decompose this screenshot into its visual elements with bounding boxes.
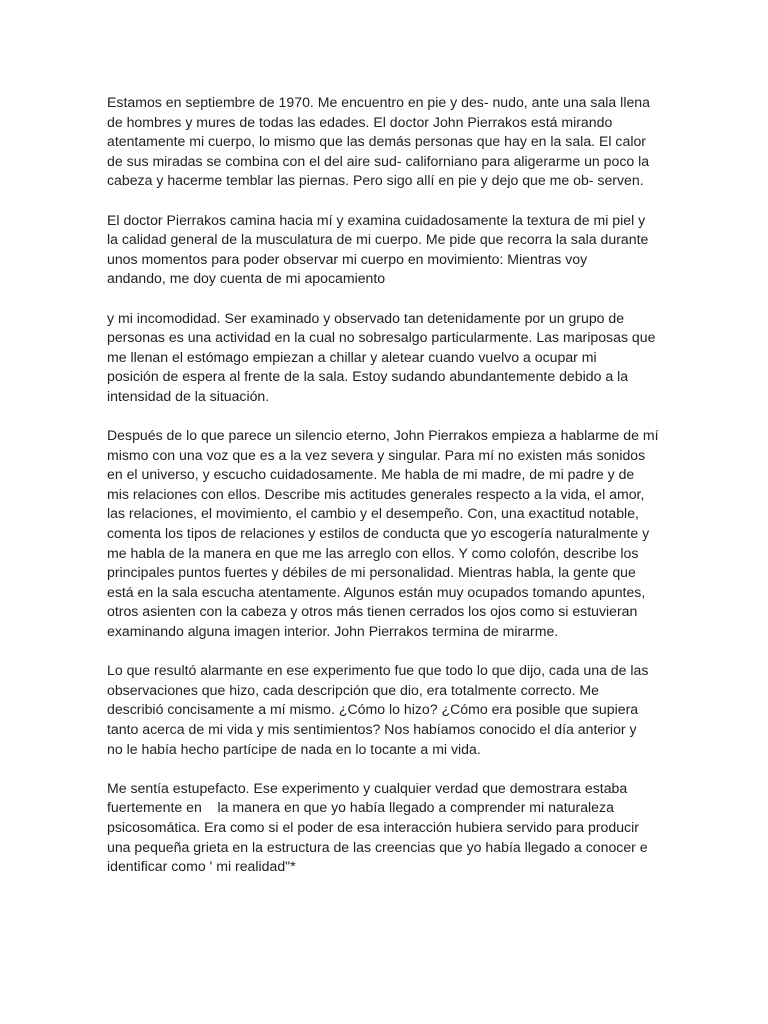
paragraph-6 [107, 779, 663, 877]
text-line: las relaciones, el movimiento, el cambio y el desempeño. Con, una exactitud notable, [107, 505, 639, 522]
document-body [107, 93, 663, 896]
text-line: Después de lo que parece un silencio eterno, John Pierrakos empieza a hablarme de mí [107, 427, 659, 444]
text-line: El doctor Pierrakos camina hacia mí y examina cuidadosamente la textura de mi piel y [107, 211, 646, 228]
paragraph-2 [107, 211, 663, 289]
text-line: principales puntos fuertes y débiles de mi personalidad. Mientras habla, la gente que [107, 564, 636, 581]
text-line: mis relaciones con ellos. Describe mis actitudes generales respecto a la vida, el amor, [107, 485, 645, 502]
text-line: la calidad general de la musculatura de mi cuerpo. Me pide que recorra la sala durante [107, 231, 649, 248]
text-line: posición de espera al frente de la sala. Estoy sudando abundantemente debido a la [107, 368, 629, 385]
text-line: otros asienten con la cabeza y otros más tienen cerrados los ojos como si estuvieran [107, 603, 638, 620]
paragraph-4 [107, 426, 663, 642]
text-line: personas es una actividad en la cual no sobresalgo particularmente. Las mariposas que [107, 329, 656, 346]
text-line: describió concisamente a mí mismo. ¿Cómo lo hizo? ¿Cómo era posible que supiera [107, 701, 639, 718]
text-line: identificar como ' mi realidad"* [107, 858, 296, 875]
text-line: comenta los tipos de relaciones y estilos de conducta que yo escogería naturalmente y [107, 525, 650, 542]
text-line: mismo con una voz que es a la vez severa y singular. Para mí no existen más sonidos [107, 446, 646, 463]
text-line: está en la sala escucha atentamente. Algunos están muy ocupados tomando apuntes, [107, 583, 646, 600]
text-line: me llenan el estómago empiezan a chillar y aletear cuando vuelvo a ocupar mi [107, 348, 597, 365]
text-line: Estamos en septiembre de 1970. Me encuentro en pie y des- nudo, ante una sala llena [107, 94, 650, 110]
text-line: andando, me doy cuenta de mi apocamiento [107, 270, 386, 287]
text-line: intensidad de la situación. [107, 387, 270, 404]
text-line: no le había hecho partícipe de nada en lo tocante a mi vida. [107, 740, 481, 757]
text-line: tanto acerca de mi vida y mis sentimientos? Nos habíamos conocido el día anterior y [107, 721, 637, 737]
text-line: unos momentos para poder observar mi cuerpo en movimiento: Mientras voy [107, 250, 588, 267]
text-line: en el universo, y escucho cuidadosamente. Me habla de mi madre, de mi padre y de [107, 466, 635, 483]
text-line: psicosomática. Era como si el poder de esa interacción hubiera servido para producir [107, 818, 639, 835]
text-line: atentamente mi cuerpo, lo mismo que las demás personas que hay en la sala. El calor [107, 133, 646, 150]
text-line: de sus miradas se combina con el del aire sud- californiano para aligerarme un poco la [107, 152, 650, 169]
text-line: fuertemente en la manera en que yo había llegado a comprender mi naturaleza [107, 799, 614, 816]
text-line: una pequeña grieta en la estructura de las creencias que yo había llegado a conocer e [107, 838, 648, 855]
text-line: de hombres y mures de todas las edades. El doctor John Pierrakos está mirando [107, 113, 613, 130]
paragraph-3 [107, 309, 663, 407]
text-line: examinando alguna imagen interior. John Pierrakos termina de mirarme. [107, 623, 559, 640]
text-line: y mi incomodidad. Ser examinado y observado tan detenidamente por un grupo de [107, 309, 625, 326]
paragraph-1 [107, 93, 663, 191]
paragraph-5 [107, 661, 663, 759]
text-line: me habla de la manera en que me las arreglo con ellos. Y como colofón, describe los [107, 544, 639, 561]
text-line: Me sentía estupefacto. Ese experimento y cualquier verdad que demostrara estaba [107, 779, 628, 796]
text-line: cabeza y hacerme temblar las piernas. Pero sigo allí en pie y dejo que me ob- serven. [107, 172, 644, 189]
text-line: Lo que resultó alarmante en ese experimento fue que todo lo que dijo, cada una de las [107, 662, 649, 679]
text-line: observaciones que hizo, cada descripción que dio, era totalmente correcto. Me [107, 681, 599, 698]
